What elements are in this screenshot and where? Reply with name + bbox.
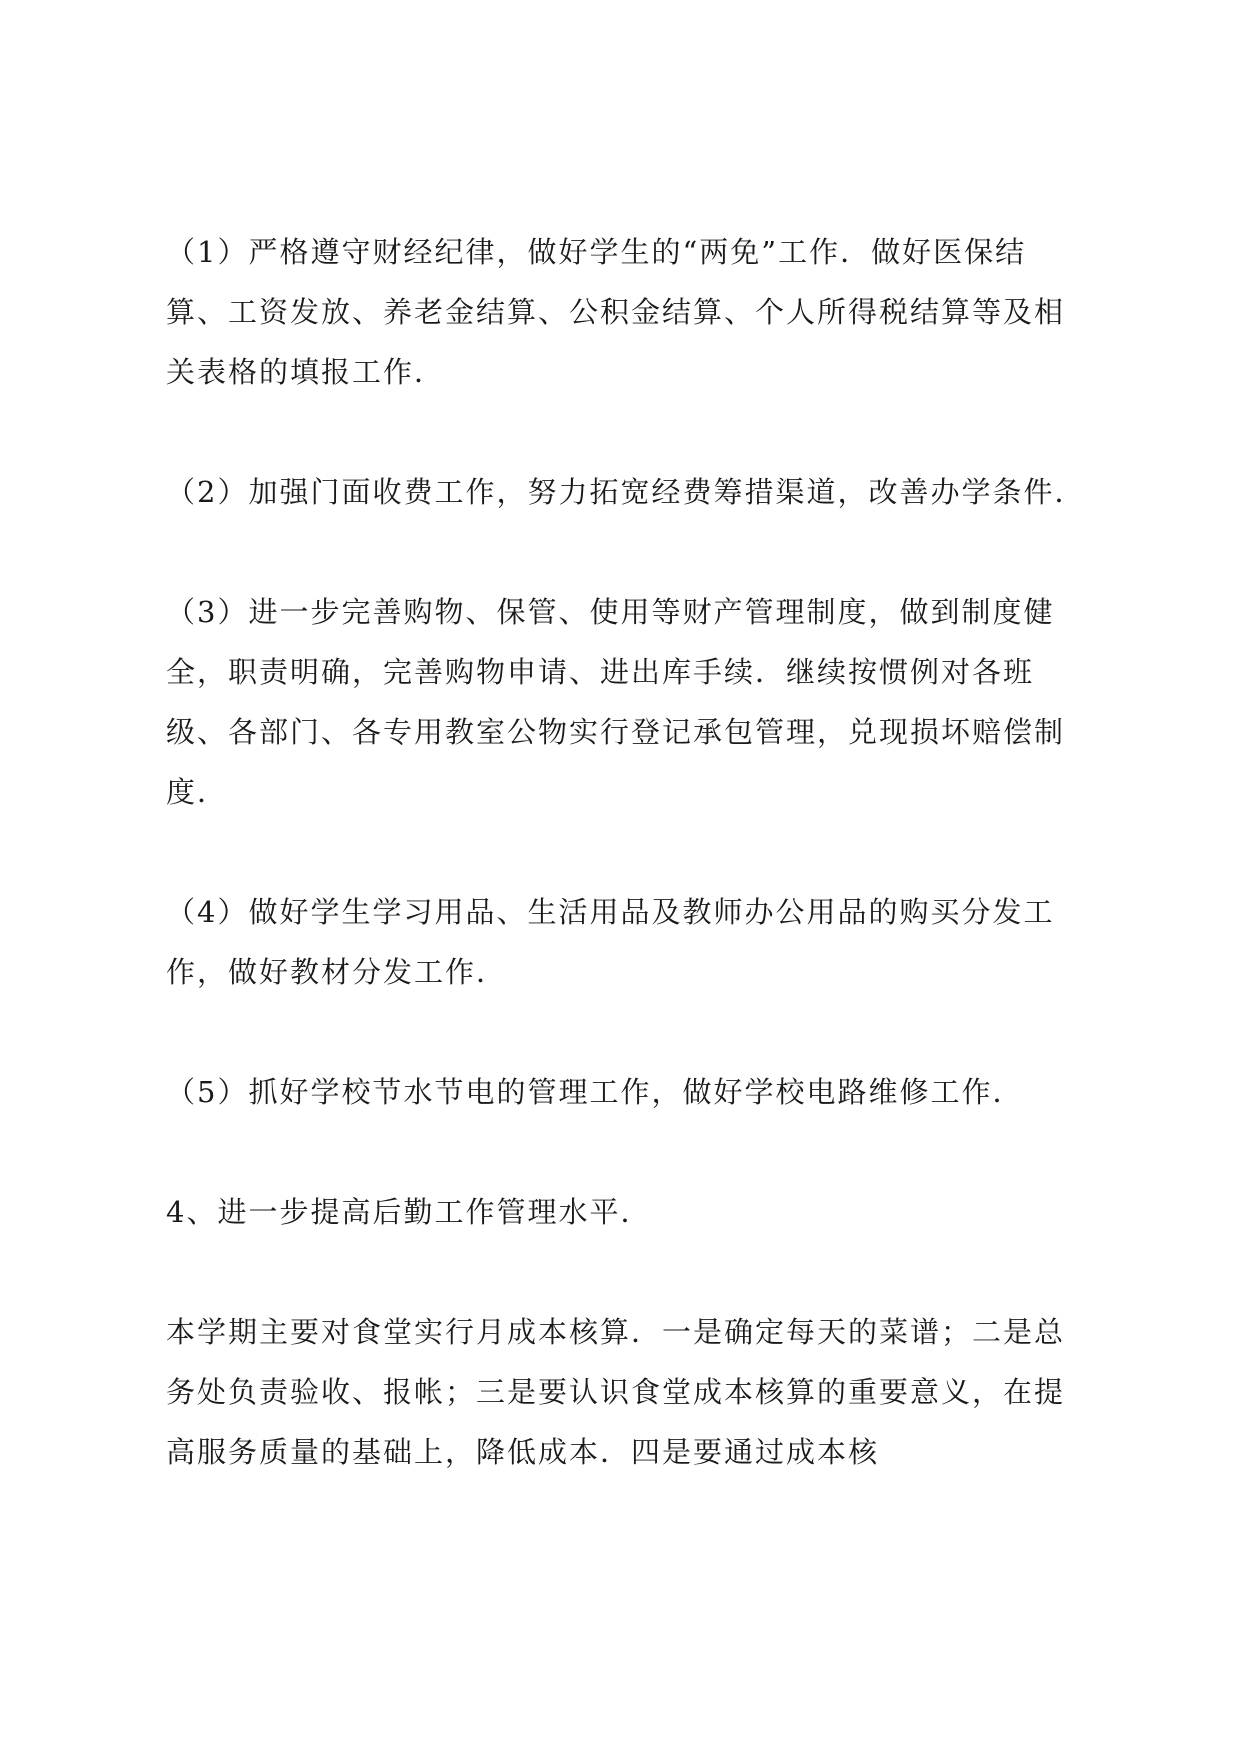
- paragraph-item-5: （5）抓好学校节水节电的管理工作，做好学校电路维修工作．: [166, 1075, 1024, 1109]
- paragraph-item-4: （4）做好学生学习用品、生活用品及教师办公用品的购买分发工作，做好教材分发工作．: [166, 895, 1055, 989]
- section-heading-4: 4、进一步提高后勤工作管理水平．: [166, 1195, 652, 1229]
- paragraph-canteen: 本学期主要对食堂实行月成本核算．一是确定每天的菜谱；二是总务处负责验收、报帐；三是要认识食堂成本核算的重要意义，在提高服务质量的基础上，降低成本．四是要通过成本核: [166, 1315, 1066, 1469]
- paragraph-item-1: （1）严格遵守财经纪律，做好学生的“两免”工作．做好医保结算、工资发放、养老金结算、公积金结算、个人所得税结算等及相关表格的填报工作．: [166, 235, 1066, 389]
- paragraph-item-3: （3）进一步完善购物、保管、使用等财产管理制度，做到制度健全，职责明确，完善购物申请、进出库手续．继续按惯例对各班级、各部门、各专用教室公物实行登记承包管理，兑现损坏赔偿制度．: [166, 595, 1066, 809]
- document-body: [166, 222, 1086, 1482]
- paragraph-item-2: （2）加强门面收费工作，努力拓宽经费筹措渠道，改善办学条件．: [166, 475, 1086, 509]
